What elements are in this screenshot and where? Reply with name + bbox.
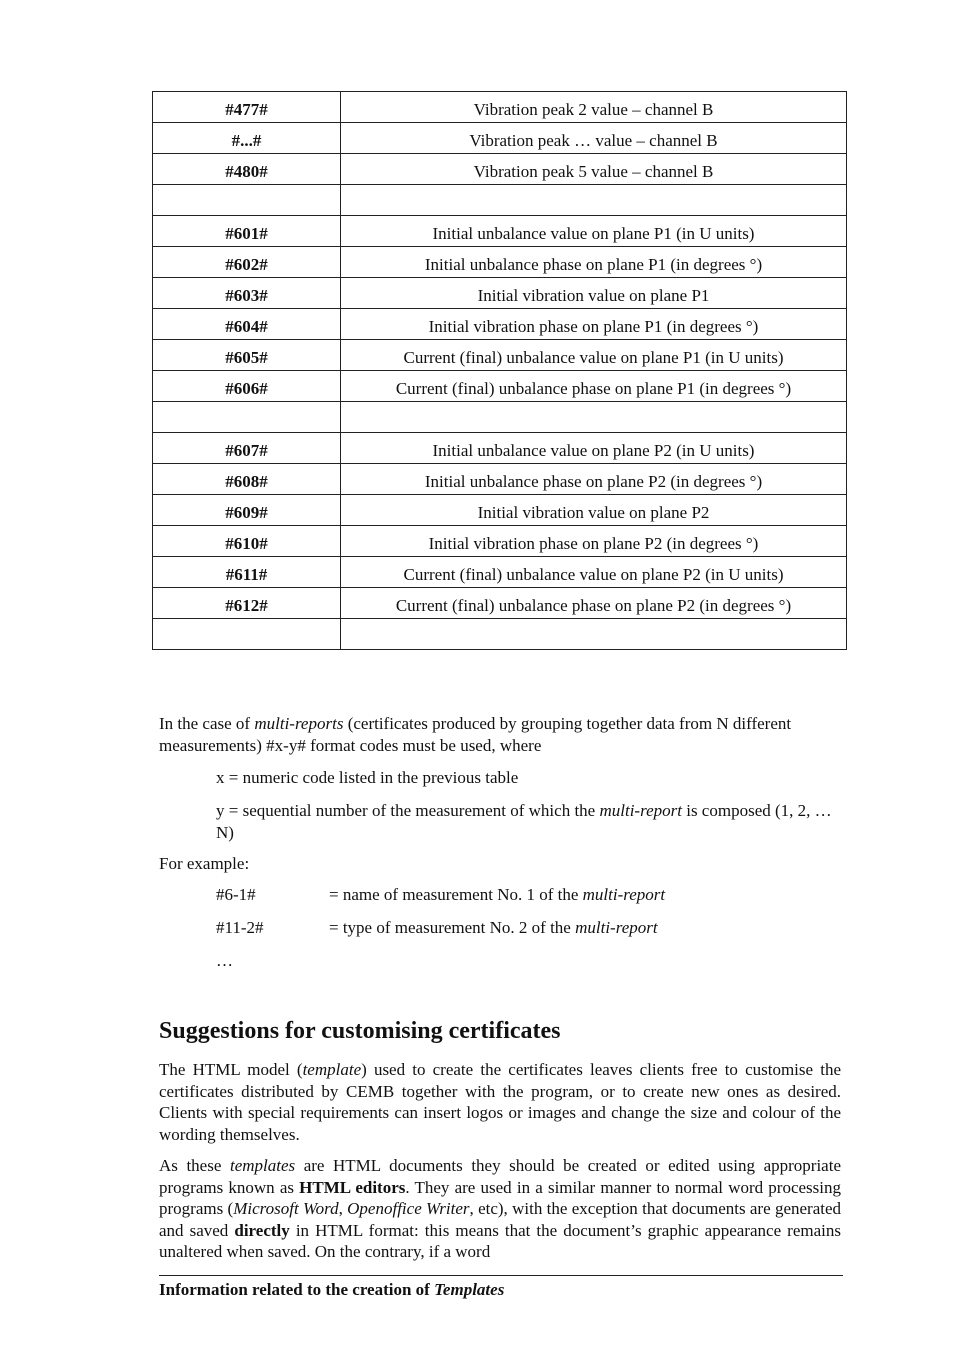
- format-code-cell: [153, 619, 341, 650]
- table-row: [153, 185, 847, 216]
- x-definition: x = numeric code listed in the previous table: [216, 768, 519, 787]
- description-cell: [341, 619, 847, 650]
- description-cell: Vibration peak … value – channel B: [341, 123, 847, 154]
- table-row: [153, 557, 847, 588]
- format-code-cell: [153, 402, 341, 433]
- table-row: [153, 309, 847, 340]
- example-1-desc-text: = name of measurement No. 1 of the: [329, 885, 583, 904]
- format-codes-table-body: [153, 92, 847, 650]
- description-cell: Initial unbalance value on plane P2 (in U units): [341, 433, 847, 464]
- p2-italic-word: Microsoft Word: [233, 1199, 339, 1218]
- example-1-desc: [329, 885, 665, 905]
- example-2-desc-text: = type of measurement No. 2 of the: [329, 918, 576, 937]
- table-row: [153, 464, 847, 495]
- format-code-cell: #610#: [153, 526, 341, 557]
- format-code-cell: #...#: [153, 123, 341, 154]
- format-code-cell: #607#: [153, 433, 341, 464]
- example-2-desc-italic: multi-report: [575, 918, 658, 937]
- description-cell: Vibration peak 2 value – channel B: [341, 92, 847, 123]
- format-code-cell: #601#: [153, 216, 341, 247]
- table-row: [153, 371, 847, 402]
- multi-report-intro: [159, 713, 841, 756]
- intro-italic: multi-reports: [254, 714, 344, 733]
- example-1-code: #6-1#: [216, 885, 256, 904]
- p1-text-a: The HTML model (: [159, 1060, 303, 1079]
- p1-text-c: ) used to create the certificates leaves clients free to customise the certificates distributed by CEMB together with the program, or to create new ones as desired. Clients with special requirements can insert logos or images and change the size and colour of the wording themselves.: [159, 1060, 841, 1144]
- format-code-cell: #609#: [153, 495, 341, 526]
- y-def-text: y = sequential number of the measurement of which the: [216, 801, 600, 820]
- format-code-cell: #605#: [153, 340, 341, 371]
- for-example-label: For example:: [159, 854, 250, 873]
- p2-text-g: ,: [338, 1199, 348, 1218]
- table-row: [153, 247, 847, 278]
- p2-text-c: are HTML documents they should be created or edited using appropriate programs known as: [159, 1156, 841, 1197]
- table-row: [153, 588, 847, 619]
- table-row: [153, 526, 847, 557]
- footer-text: Information related to the creation of: [159, 1280, 435, 1299]
- p2-italic-templates: templates: [229, 1156, 296, 1175]
- description-cell: Current (final) unbalance phase on plane P2 (in degrees °): [341, 588, 847, 619]
- description-cell: Current (final) unbalance value on plane P2 (in U units): [341, 557, 847, 588]
- table-row: [153, 154, 847, 185]
- example-ellipsis: …: [216, 951, 233, 970]
- format-code-cell: #480#: [153, 154, 341, 185]
- p2-bold-directly: directly: [234, 1220, 290, 1240]
- description-cell: Current (final) unbalance phase on plane P1 (in degrees °): [341, 371, 847, 402]
- format-code-cell: #604#: [153, 309, 341, 340]
- section-paragraph-1: [159, 1059, 841, 1145]
- description-cell: Vibration peak 5 value – channel B: [341, 154, 847, 185]
- description-cell: Current (final) unbalance value on plane P1 (in U units): [341, 340, 847, 371]
- y-def-text-rest: is composed (1, 2, … N): [216, 801, 832, 842]
- intro-text: In the case of: [159, 714, 255, 733]
- example-2-code: #11-2#: [216, 918, 264, 937]
- p2-text-k: in HTML format: this means that the document’s graphic appearance remains unaltered when saved. On the contrary, if a word: [159, 1220, 841, 1261]
- description-cell: Initial vibration phase on plane P2 (in degrees °): [341, 526, 847, 557]
- format-code-cell: #612#: [153, 588, 341, 619]
- example-1-desc-italic: multi-report: [582, 885, 666, 904]
- p2-text-a: As these: [159, 1156, 230, 1175]
- table-row: [153, 402, 847, 433]
- description-cell: [341, 402, 847, 433]
- p2-italic-writer: Openoffice Writer: [347, 1199, 470, 1218]
- p2-bold-html-editors: HTML editors: [299, 1177, 406, 1197]
- p1-italic: template: [302, 1060, 362, 1079]
- description-cell: Initial vibration value on plane P2: [341, 495, 847, 526]
- y-definition: [216, 800, 841, 843]
- description-cell: Initial vibration value on plane P1: [341, 278, 847, 309]
- p2-text-i: , etc), with the exception that documents are generated and saved: [159, 1199, 842, 1240]
- table-row: [153, 495, 847, 526]
- description-cell: Initial unbalance phase on plane P1 (in degrees °): [341, 247, 847, 278]
- table-row: [153, 340, 847, 371]
- format-codes-table: [152, 91, 847, 650]
- footer-italic: Templates: [434, 1280, 505, 1299]
- description-cell: [341, 185, 847, 216]
- description-cell: Initial vibration phase on plane P1 (in degrees °): [341, 309, 847, 340]
- format-code-cell: #608#: [153, 464, 341, 495]
- example-2-desc: [329, 918, 658, 938]
- table-row: [153, 123, 847, 154]
- description-cell: Initial unbalance value on plane P1 (in U units): [341, 216, 847, 247]
- table-row: [153, 216, 847, 247]
- table-row: [153, 433, 847, 464]
- format-code-cell: #611#: [153, 557, 341, 588]
- intro-text-rest: (certificates produced by grouping together data from N different measurements) #x-y# format codes must be used, where: [159, 714, 792, 755]
- section-heading: Suggestions for customising certificates: [159, 1018, 561, 1044]
- page-footer: [159, 1280, 504, 1300]
- table-row: [153, 619, 847, 650]
- footer-divider: [159, 1275, 843, 1276]
- format-code-cell: #602#: [153, 247, 341, 278]
- table-row: [153, 92, 847, 123]
- format-code-cell: #477#: [153, 92, 341, 123]
- section-paragraph-2: [159, 1155, 841, 1263]
- format-code-cell: #606#: [153, 371, 341, 402]
- description-cell: Initial unbalance phase on plane P2 (in degrees °): [341, 464, 847, 495]
- p2-text-e: . They are used in a similar manner to normal word processing programs (: [159, 1177, 842, 1218]
- y-def-italic: multi-report: [599, 801, 682, 820]
- format-code-cell: [153, 185, 341, 216]
- format-code-cell: #603#: [153, 278, 341, 309]
- table-row: [153, 278, 847, 309]
